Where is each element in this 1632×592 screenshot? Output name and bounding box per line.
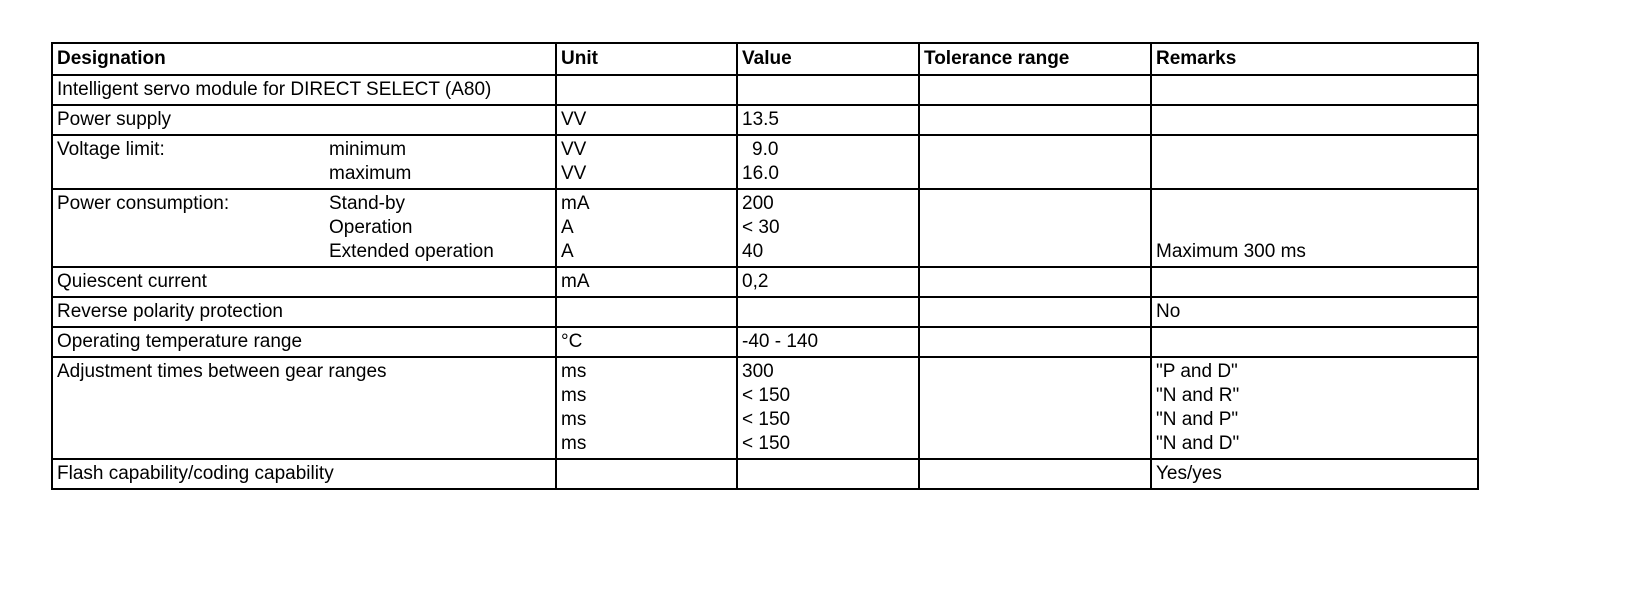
value-operation: < 30 bbox=[742, 217, 780, 238]
empty-cell bbox=[919, 75, 1151, 105]
remark-adjustment-n-r: "N and R" bbox=[1156, 385, 1240, 406]
table-row-adjustment-times bbox=[52, 357, 1478, 459]
value-power-supply: 13.5 bbox=[737, 105, 919, 135]
unit-adjustment-p-d: ms bbox=[561, 361, 587, 382]
designation-power-supply: Power supply bbox=[52, 105, 556, 135]
remark-extended-operation: Maximum 300 ms bbox=[1156, 241, 1306, 262]
unit-voltage-minimum: VV bbox=[561, 139, 587, 160]
remarks-power-consumption bbox=[1151, 189, 1478, 267]
empty-cell bbox=[1151, 267, 1478, 297]
unit-adjustment-n-p: ms bbox=[561, 409, 587, 430]
power-consumption-sub-standby: Stand-by bbox=[329, 193, 406, 214]
empty-cell bbox=[919, 297, 1151, 327]
empty-cell bbox=[919, 105, 1151, 135]
power-consumption-line-1 bbox=[57, 192, 555, 216]
power-consumption-line-3 bbox=[57, 240, 555, 264]
specification-table bbox=[51, 42, 1479, 490]
empty-cell bbox=[919, 135, 1151, 189]
empty-cell bbox=[737, 297, 919, 327]
voltage-limit-sub-minimum: minimum bbox=[329, 139, 407, 160]
voltage-limit-line-2 bbox=[57, 162, 555, 186]
empty-cell bbox=[556, 297, 737, 327]
value-adjustment-n-d: < 150 bbox=[742, 433, 791, 454]
power-consumption-sub-extended: Extended operation bbox=[329, 241, 494, 262]
value-voltage-limit bbox=[737, 135, 919, 189]
empty-cell bbox=[1151, 327, 1478, 357]
table-row-reverse-polarity bbox=[52, 297, 1478, 327]
empty-cell bbox=[919, 459, 1151, 489]
power-consumption-sub-operation: Operation bbox=[329, 217, 413, 238]
value-power-consumption bbox=[737, 189, 919, 267]
designation-voltage-limit bbox=[52, 135, 556, 189]
remarks-adjustment-times bbox=[1151, 357, 1478, 459]
empty-cell bbox=[1151, 105, 1478, 135]
table-row-power-consumption bbox=[52, 189, 1478, 267]
header-value: Value bbox=[737, 43, 919, 75]
designation-operating-temperature: Operating temperature range bbox=[52, 327, 556, 357]
remark-adjustment-p-d: "P and D" bbox=[1156, 361, 1238, 382]
remark-flash-capability: Yes/yes bbox=[1151, 459, 1478, 489]
designation-power-consumption bbox=[52, 189, 556, 267]
empty-cell bbox=[556, 75, 737, 105]
voltage-limit-line-1 bbox=[57, 138, 555, 162]
unit-power-supply: VV bbox=[556, 105, 737, 135]
empty-cell bbox=[919, 189, 1151, 267]
empty-cell bbox=[1151, 135, 1478, 189]
designation-adjustment-times: Adjustment times between gear ranges bbox=[52, 357, 556, 459]
empty-cell bbox=[919, 357, 1151, 459]
value-standby: 200 bbox=[742, 193, 774, 214]
power-consumption-line-2 bbox=[57, 216, 555, 240]
remark-adjustment-n-d: "N and D" bbox=[1156, 433, 1240, 454]
voltage-limit-label: Voltage limit: bbox=[57, 139, 165, 160]
table-row-voltage-limit bbox=[52, 135, 1478, 189]
voltage-limit-sub-maximum: maximum bbox=[329, 163, 412, 184]
unit-operating-temperature: °C bbox=[556, 327, 737, 357]
designation-quiescent-current: Quiescent current bbox=[52, 267, 556, 297]
empty-cell bbox=[919, 267, 1151, 297]
value-voltage-maximum: 16.0 bbox=[742, 163, 779, 184]
unit-quiescent-current: mA bbox=[556, 267, 737, 297]
designation-flash-capability: Flash capability/coding capability bbox=[52, 459, 556, 489]
remark-reverse-polarity: No bbox=[1151, 297, 1478, 327]
unit-adjustment-times bbox=[556, 357, 737, 459]
value-quiescent-current: 0,2 bbox=[737, 267, 919, 297]
value-adjustment-n-p: < 150 bbox=[742, 409, 791, 430]
header-tolerance-range: Tolerance range bbox=[919, 43, 1151, 75]
empty-cell bbox=[737, 459, 919, 489]
remark-adjustment-n-p: "N and P" bbox=[1156, 409, 1239, 430]
unit-adjustment-n-d: ms bbox=[561, 433, 587, 454]
unit-extended-operation: A bbox=[561, 241, 574, 262]
value-extended-operation: 40 bbox=[742, 241, 764, 262]
table-row-power-supply bbox=[52, 105, 1478, 135]
value-adjustment-p-d: 300 bbox=[742, 361, 774, 382]
empty-cell bbox=[556, 459, 737, 489]
unit-standby: mA bbox=[561, 193, 590, 214]
header-unit: Unit bbox=[556, 43, 737, 75]
empty-cell bbox=[919, 327, 1151, 357]
designation-reverse-polarity: Reverse polarity protection bbox=[52, 297, 556, 327]
table-row-quiescent-current bbox=[52, 267, 1478, 297]
header-row bbox=[52, 43, 1478, 75]
header-designation: Designation bbox=[52, 43, 556, 75]
module-title: Intelligent servo module for DIRECT SELECT (A80) bbox=[52, 75, 556, 105]
table-row-module-title bbox=[52, 75, 1478, 105]
header-remarks: Remarks bbox=[1151, 43, 1478, 75]
unit-operation: A bbox=[561, 217, 574, 238]
empty-cell bbox=[737, 75, 919, 105]
value-voltage-minimum: 9.0 bbox=[752, 139, 779, 160]
table-row-operating-temperature bbox=[52, 327, 1478, 357]
empty-cell bbox=[1151, 75, 1478, 105]
unit-voltage-limit bbox=[556, 135, 737, 189]
table-row-flash-capability bbox=[52, 459, 1478, 489]
unit-power-consumption bbox=[556, 189, 737, 267]
value-operating-temperature: -40 - 140 bbox=[737, 327, 919, 357]
power-consumption-label: Power consumption: bbox=[57, 193, 230, 214]
unit-voltage-maximum: VV bbox=[561, 163, 587, 184]
value-adjustment-times bbox=[737, 357, 919, 459]
unit-adjustment-n-r: ms bbox=[561, 385, 587, 406]
value-adjustment-n-r: < 150 bbox=[742, 385, 791, 406]
